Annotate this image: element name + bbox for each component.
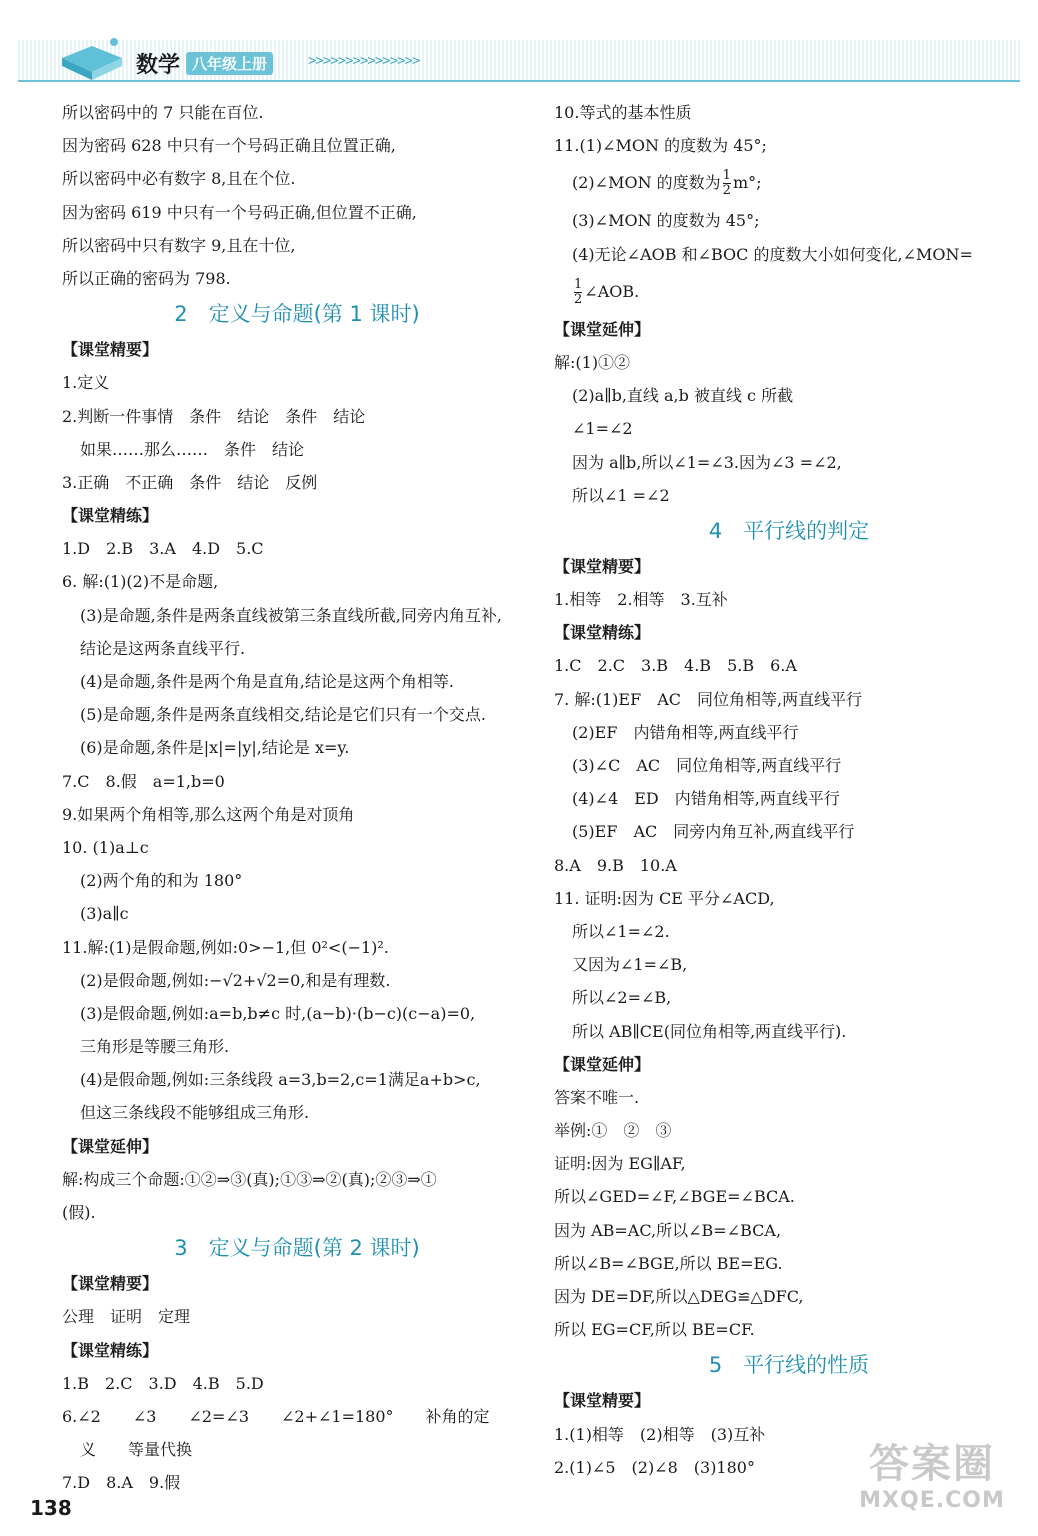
answer-line: 解:(1)①②: [554, 352, 631, 372]
fraction: [574, 278, 582, 307]
answer-line: 所以 EG=CF,所以 BE=CF.: [554, 1320, 755, 1340]
answer-line: (3)是命题,条件是两条直线被第三条直线所截,同旁内角互补,: [80, 605, 502, 625]
answer-line: [554, 271, 1024, 313]
answer-line: 1.(1)相等 (2)相等 (3)互补: [554, 1424, 766, 1444]
answer-line: 如果……那么…… 条件 结论: [80, 439, 305, 459]
answer-line: (4)是假命题,例如:三条线段 a=3,b=2,c=1满足a+b>c,: [80, 1070, 481, 1090]
section-heading: 【课堂精要】: [554, 556, 651, 576]
answer-line: (3)a∥c: [80, 904, 129, 924]
text-line: 所以正确的密码为 798.: [62, 268, 231, 288]
answer-line: 1.D 2.B 3.A 4.D 5.C: [62, 539, 264, 559]
answer-line: ∠1=∠2: [572, 419, 633, 439]
answer-line: 证明:因为 EG∥AF,: [554, 1154, 686, 1174]
fraction: [723, 169, 731, 198]
answer-line: 所以∠1=∠2.: [572, 921, 670, 941]
answer-line: 10. (1)a⊥c: [62, 837, 149, 857]
answer-line: 所以∠B=∠BGE,所以 BE=EG.: [554, 1253, 783, 1273]
answer-line: (4)∠4 ED 内错角相等,两直线平行: [572, 789, 840, 809]
section-heading: 【课堂精要】: [62, 340, 159, 360]
answer-line: 10.等式的基本性质: [554, 103, 692, 122]
watermark: [842, 1440, 1022, 1530]
answer-line: 所以∠2=∠B,: [572, 988, 672, 1008]
answer-line: (2)两个角的和为 180°: [80, 871, 243, 891]
answer-line: 因为 AB=AC,所以∠B=∠BCA,: [554, 1220, 782, 1240]
fraction-denominator: 2: [574, 291, 583, 307]
answer-line: (假).: [62, 1203, 96, 1222]
answer-line: 2.(1)∠5 (2)∠8 (3)180°: [554, 1457, 755, 1477]
text-line: 所以密码中必有数字 8,且在个位.: [62, 169, 296, 189]
answer-line: 7.D 8.A 9.假: [62, 1473, 181, 1493]
answer-line: (3)∠C AC 同位角相等,两直线平行: [572, 756, 842, 775]
answer-line: 1.B 2.C 3.D 4.B 5.D: [62, 1373, 264, 1393]
answer-line: 因为 DE=DF,所以△DEG≌△DFC,: [554, 1287, 804, 1306]
answer-line: (3)∠MON 的度数为 45°;: [572, 211, 760, 231]
section-heading: 【课堂延伸】: [62, 1136, 159, 1156]
answer-text: (2)∠MON 的度数为: [572, 173, 721, 193]
section-heading: 【课堂延伸】: [554, 319, 651, 339]
header-arrows: >>>>>>>>>>>>>>>: [308, 53, 420, 69]
page-number: 138: [30, 1496, 72, 1520]
answer-line: 公理 证明 定理: [62, 1307, 191, 1327]
section-heading: 【课堂精练】: [62, 506, 159, 526]
answer-text: ∠AOB.: [584, 281, 640, 301]
answer-line: 7. 解:(1)EF AC 同位角相等,两直线平行: [554, 689, 863, 709]
answer-line: 结论是这两条直线平行.: [80, 638, 246, 658]
answer-line: (6)是命题,条件是|x|=|y|,结论是 x=y.: [80, 738, 350, 758]
answer-line: [554, 162, 1024, 204]
section-title: 3 定义与命题(第 2 课时): [174, 1236, 420, 1261]
grade-badge: 八年级上册: [186, 52, 273, 75]
text-line: 所以密码中的 7 只能在百位.: [62, 103, 264, 122]
fraction-denominator: 2: [722, 183, 731, 199]
answer-line: (5)EF AC 同旁内角互补,两直线平行: [572, 822, 855, 842]
section-title: 2 定义与命题(第 1 课时): [174, 302, 420, 327]
answer-line: 11. 证明:因为 CE 平分∠ACD,: [554, 888, 775, 908]
answer-line: 1.相等 2.相等 3.互补: [554, 590, 728, 610]
answer-line: (3)是假命题,例如:a=b,b≠c 时,(a−b)·(b−c)(c−a)=0,: [80, 1003, 476, 1023]
text-line: 所以密码中只有数字 9,且在十位,: [62, 235, 296, 255]
answer-line: 又因为∠1=∠B,: [572, 955, 688, 975]
answer-line: 11.解:(1)是假命题,例如:0>−1,但 0²<(−1)².: [62, 937, 389, 957]
answer-line: 8.A 9.B 10.A: [554, 855, 677, 875]
answer-line: (2)EF 内错角相等,两直线平行: [572, 722, 799, 742]
answer-line: 7.C 8.假 a=1,b=0: [62, 771, 225, 791]
answer-line: 2.判断一件事情 条件 结论 条件 结论: [62, 406, 366, 426]
answer-line: 所以 AB∥CE(同位角相等,两直线平行).: [572, 1021, 847, 1041]
answer-line: 3.正确 不正确 条件 结论 反例: [62, 472, 318, 492]
text-line: 因为密码 628 中只有一个号码正确且位置正确,: [62, 136, 396, 156]
section-heading: 【课堂精要】: [62, 1274, 159, 1294]
answer-text: m°;: [732, 173, 762, 193]
answer-line: (5)是命题,条件是两条直线相交,结论是它们只有一个交点.: [80, 705, 486, 725]
answer-line: (2)是假命题,例如:−√2+√2=0,和是有理数.: [80, 970, 391, 990]
section-heading: 【课堂精要】: [554, 1391, 651, 1411]
answer-line: 1.定义: [62, 373, 110, 393]
watermark-url: MXQE.COM: [859, 1488, 1005, 1513]
answer-line: 6. 解:(1)(2)不是命题,: [62, 572, 219, 592]
answer-line: 6.∠2 ∠3 ∠2=∠3 ∠2+∠1=180° 补角的定: [62, 1406, 490, 1426]
answer-line: 9.如果两个角相等,那么这两个角是对顶角: [62, 804, 355, 824]
book-icon: [58, 34, 126, 82]
section-heading: 【课堂精练】: [62, 1340, 159, 1360]
section-title: 4 平行线的判定: [708, 518, 870, 543]
answer-line: 答案不唯一.: [554, 1087, 640, 1107]
answer-line: 三角形是等腰三角形.: [80, 1037, 230, 1057]
answer-line: (4)无论∠AOB 和∠BOC 的度数大小如何变化,∠MON=: [572, 244, 973, 264]
fraction-numerator: 1: [574, 276, 583, 292]
section-title: 5 平行线的性质: [708, 1353, 870, 1378]
answer-line: 所以∠GED=∠F,∠BGE=∠BCA.: [554, 1187, 795, 1207]
fraction-numerator: 1: [722, 168, 731, 184]
answer-line: (2)a∥b,直线 a,b 被直线 c 所截: [572, 386, 794, 406]
answer-line: 1.C 2.C 3.B 4.B 5.B 6.A: [554, 656, 797, 676]
answer-line: 所以∠1 =∠2: [572, 485, 670, 505]
subject-title: 数学: [136, 53, 181, 78]
answer-line: 举例:① ② ③: [554, 1121, 672, 1141]
section-heading: 【课堂精练】: [554, 623, 651, 643]
watermark-logo: 答案圈: [869, 1441, 995, 1487]
text-line: 因为密码 619 中只有一个号码正确,但位置不正确,: [62, 202, 417, 222]
left-column: [62, 96, 532, 1500]
answer-line: 但这三条线段不能够组成三角形.: [80, 1103, 310, 1123]
answer-line: (4)是命题,条件是两个角是直角,结论是这两个角相等.: [80, 672, 454, 691]
answer-line: 因为 a∥b,所以∠1=∠3.因为∠3 =∠2,: [572, 452, 842, 472]
page-header: [18, 40, 1020, 82]
answer-line: 解:构成三个命题:①②⇒③(真);①③⇒②(真);②③⇒①: [62, 1169, 437, 1189]
answer-line: 义 等量代换: [80, 1440, 193, 1460]
answer-line: 11.(1)∠MON 的度数为 45°;: [554, 136, 767, 156]
section-heading: 【课堂延伸】: [554, 1054, 651, 1074]
right-column: [554, 96, 1024, 1484]
